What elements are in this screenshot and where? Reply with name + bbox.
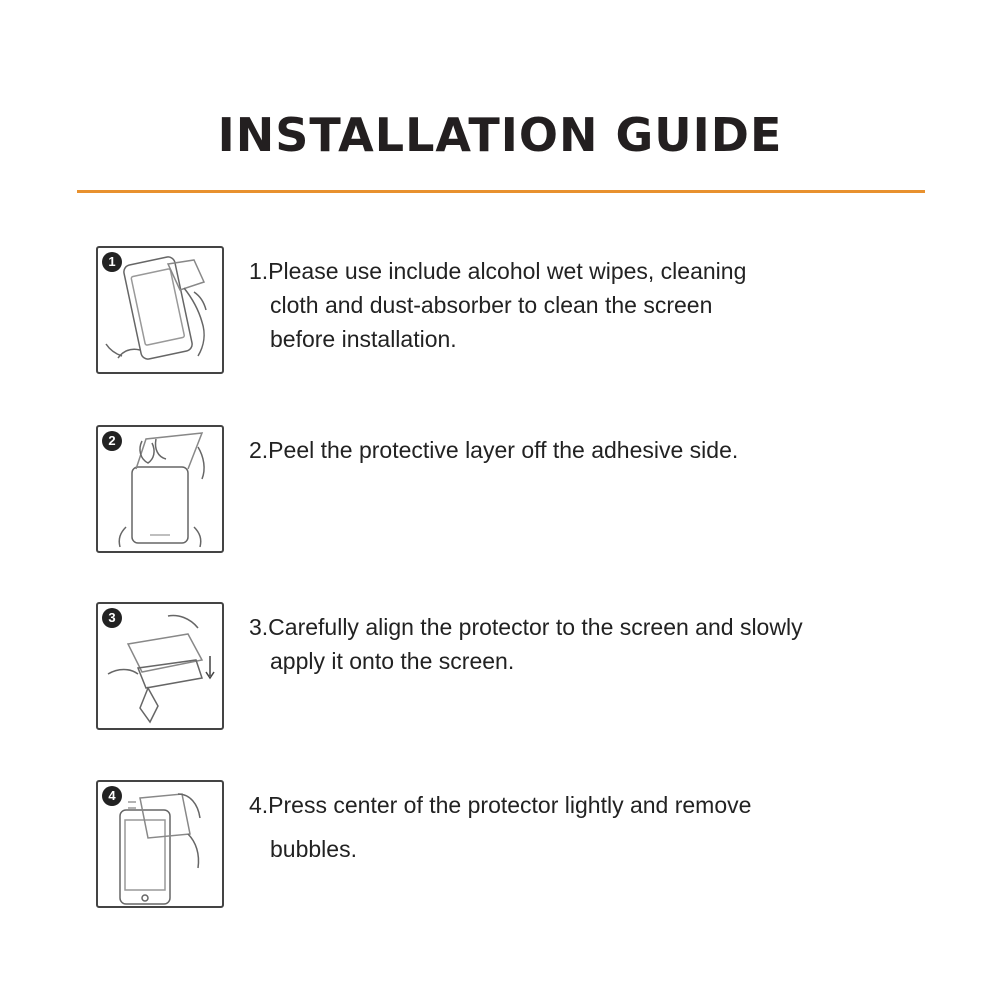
step-3-line-2: apply it onto the screen.: [270, 648, 515, 674]
title-divider: [77, 190, 925, 193]
step-4-text: [249, 788, 929, 866]
step-3-illustration: [96, 602, 224, 730]
step-number-badge: 1: [102, 252, 122, 272]
step-number-badge: 4: [102, 786, 122, 806]
step-1-line-2: cloth and dust-absorber to clean the screen: [270, 292, 713, 318]
step-4-illustration: [96, 780, 224, 908]
step-3-line-1: 3.Carefully align the protector to the screen and slowly: [249, 614, 803, 640]
step-2-line-1: 2.Peel the protective layer off the adhesive side.: [249, 437, 739, 463]
page-title: INSTALLATION GUIDE: [217, 108, 783, 162]
step-1-illustration: [96, 246, 224, 374]
step-2-illustration: [96, 425, 224, 553]
step-3-text: [249, 610, 929, 678]
step-4-line-2: bubbles.: [270, 836, 357, 862]
step-2-text: [249, 433, 929, 467]
step-1-line-3: before installation.: [270, 326, 457, 352]
step-1-text: [249, 254, 929, 356]
step-number-badge: 2: [102, 431, 122, 451]
step-4-line-1: 4.Press center of the protector lightly and remove: [249, 792, 752, 818]
step-number-badge: 3: [102, 608, 122, 628]
step-1-line-1: 1.Please use include alcohol wet wipes, cleaning: [249, 258, 747, 284]
